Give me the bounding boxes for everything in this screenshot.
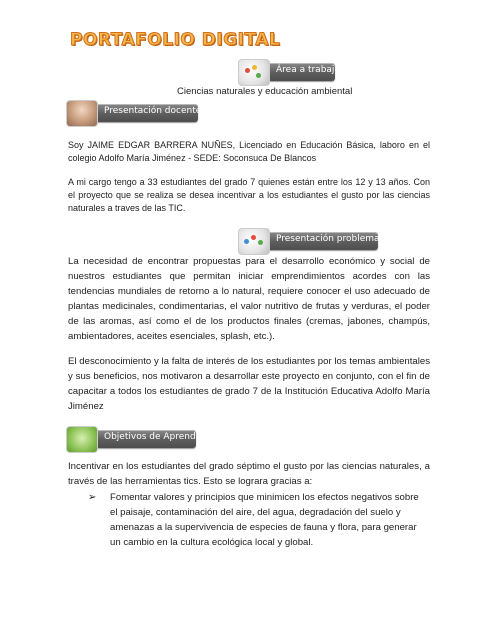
banner-docente-label: Presentación docente/estudiante (104, 106, 253, 116)
banner-area-label: Área a trabajar (276, 65, 344, 75)
problema-paragraph-2: El desconocimiento y la falta de interés de los estudiantes por los temas ambientales y sus beneficios, nos motivaron a desarrollar este proyecto en conjunto, con el fin de capacitar a todos los estudiantes de grado 7 de la Institución Educativa Adolfo María Jiménez (68, 356, 430, 412)
objetivo-bullet-1: Fomentar valores y principios que minimicen los efectos negativos sobre el paisaje, contaminación del aire, del agua, degradación del suelo y amenazas a la supervivencia de especies de fauna y flora, para generar un cambio en la cultura ecológica local y global. (110, 492, 419, 548)
objetivo-intro: Incentivar en los estudiantes del grado séptimo el gusto por las ciencias naturales, a través de las herramientas tics. Esto se lograra gracias a: (68, 461, 430, 487)
problema-paragraph-1: La necesidad de encontrar propuestas para el desarrollo económico y social de nuestros estudiantes que permitan iniciar emprendimientos acordes con las tendencias mundiales de retorno a lo natural, requiere conocer el uso adecuado de plantas medicinales, condimentarias, el valor nutritivo de frutas y verduras, el poder de las aromas, así como el de los productos finales (cremas, jabones, champús, ambientadores, aceites esenciales, splash, etc.). (68, 256, 430, 342)
banner-objetivos (68, 430, 217, 448)
banner-objetivos-label: Objetivos de Aprendizaje (104, 432, 217, 442)
area-image (238, 59, 270, 86)
bullet-arrow-icon: ➢ (88, 492, 97, 503)
banner-presentacion-docente (68, 104, 253, 122)
problema-image (238, 228, 270, 255)
page-title: PORTAFOLIO DIGITAL (70, 30, 281, 50)
estudiantes-paragraph: A mi cargo tengo a 33 estudiantes del grado 7 quienes están entre los 12 y 13 años. Con el proyecto que se realiza se desea incentivar a los estudiantes el gusto por las ciencias naturales a traves de las TIC. (68, 177, 430, 213)
banner-area (240, 63, 344, 81)
subject-title: Ciencias naturales y educación ambiental (177, 86, 353, 97)
banner-presentacion-problema (240, 232, 378, 250)
docente-image (66, 100, 98, 127)
objetivos-image (66, 426, 98, 453)
banner-problema-label: Presentación problema (276, 234, 380, 244)
docente-paragraph: Soy JAIME EDGAR BARRERA NUÑES, Licenciado en Educación Básica, laboro en el colegio Adolfo María Jiménez - SEDE: Soconsuca De Blancos (68, 140, 430, 163)
